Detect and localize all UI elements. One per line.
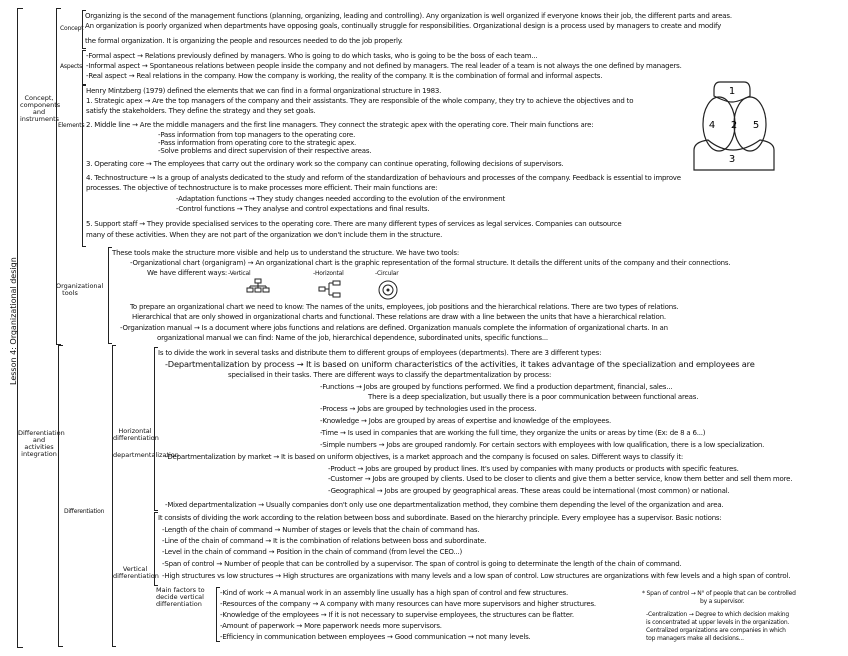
concept-line-3: the formal organization. It is organizing the people and resources needed to do the job properly. bbox=[85, 37, 403, 45]
aspect-informal: -Informal aspect → Spontaneous relations between people inside the company and not defined by managers. The real leader of a team is not always the one defined by managers. bbox=[86, 62, 682, 70]
element-middle-f1: -Pass information from top managers to the operating core. bbox=[158, 131, 356, 139]
tools-prepare: To prepare an organizational chart we need to know: The names of the units, employees, job positions and the hierarchical relations. There are two types of relations. bbox=[130, 303, 679, 311]
horizontal-chart-icon bbox=[318, 280, 342, 298]
aspect-real: -Real aspect → Real relations in the company. How the company is working, the reality of the company. It is the combination of formal and informal aspects. bbox=[86, 72, 603, 80]
lesson-title: Lesson 4: Organizational design bbox=[9, 257, 18, 385]
horiz-intro: Is to divide the work in several tasks and distribute them to different groups of employees (departments). There are 3 different types: bbox=[158, 349, 602, 357]
process-time: -Time → Is used in companies that are working the full time, they organize the units or areas by time (Ex: de 8 a 6...) bbox=[320, 429, 706, 437]
elements-intro: Henry Mintzberg (1979) defined the elements that we can find in a formal organizational structure in 1983. bbox=[86, 87, 442, 95]
tools-intro: These tools make the structure more visible and help us to understand the structure. We have two tools: bbox=[112, 249, 460, 257]
factor-paperwork: -Amount of paperwork → More paperwork needs more supervisors. bbox=[220, 622, 442, 630]
element-middle-line: 2. Middle line → Are the middle managers and the first line managers. They connect the strategic apex with the operating core. Their main functions are: bbox=[86, 121, 594, 129]
dept-mixed: -Mixed departmentalization → Usually companies don't only use one departmentalization method, they combine them depending the level of the organization and area. bbox=[165, 501, 724, 509]
diff-bracket bbox=[112, 345, 116, 647]
note-centralization-3: Centralized organizations are companies in which bbox=[646, 627, 786, 634]
vertical-span: -Span of control → Number of people that can be controlled by a supervisor. The span of control is going to determinate the length of the chain of command. bbox=[162, 560, 682, 568]
label-horizontal: Horizontal differentiation bbox=[113, 427, 159, 442]
circular-chart-icon bbox=[378, 280, 398, 300]
vertical-intro: It consists of dividing the work according to the relation between boss and subordinate. Based on the hierarchy principle. Every employee has a supervisor. Basic notions: bbox=[158, 514, 722, 522]
diagram-label-1: 1 bbox=[728, 86, 736, 97]
dept-by-process: -Departmentalization by process → It is based on uniform characteristics of the activities, it takes advantage of the specialization and employees are bbox=[165, 359, 755, 369]
market-customer: -Customer → Jobs are grouped by clients. Used to be closer to clients and give them a better service, know them better and sell them more. bbox=[328, 475, 793, 483]
vertical-high-low: -High structures vs low structures → High structures are organizations with many levels and a low span of control. Low structures are organizations with few levels and a high span of control. bbox=[162, 572, 791, 580]
process-process: -Process → Jobs are grouped by technologies used in the process. bbox=[320, 405, 537, 413]
label-main-factors: Main factors to decide vertical differentiation bbox=[156, 586, 205, 608]
process-knowledge: -Knowledge → Jobs are grouped by areas of expertise and knowledge of the employees. bbox=[320, 417, 611, 425]
note-centralization-2: is concentrated at upper levels in the organization. bbox=[646, 619, 790, 626]
diagram-label-5: 5 bbox=[752, 120, 760, 131]
label-departmentalization: departmentalization bbox=[113, 451, 179, 459]
label-vertical: Vertical differentiation bbox=[113, 565, 159, 580]
factor-knowledge: -Knowledge of the employees → If it is not necessary to supervise employees, the structures can be flatter. bbox=[220, 611, 574, 619]
chart-type-circular: -Circular bbox=[375, 270, 399, 277]
tools-hierarchical: Hierarchical that are only showed in organizational charts and functional. These relations are draw with a line between the units that have a hierarchical relation. bbox=[132, 313, 666, 321]
vertical-bracket bbox=[154, 512, 158, 586]
section-diff-integration: Differentiation and activities integration bbox=[18, 429, 65, 458]
label-org-tools: Organizational tools bbox=[56, 282, 104, 297]
process-simple-numbers: -Simple numbers → Jobs are grouped randomly. For certain sectors with employees with low qualification, there is a low specialization. bbox=[320, 441, 765, 449]
element-support-staff: 5. Support staff → They provide specialised services to the operating core. There are many different types of services as legal services. Companies can outsource bbox=[86, 220, 622, 228]
element-middle-f3: -Solve problems and direct supervision of their respective areas. bbox=[158, 147, 372, 155]
note-centralization-4: top managers make all decisions... bbox=[646, 635, 744, 642]
element-techno-f1: -Adaptation functions → They study changes needed according to the evolution of the environment bbox=[176, 195, 506, 203]
tools-manual: -Organization manual → Is a document where jobs functions and relations are defined. Organization manuals complete the information of organizational charts. In an bbox=[120, 324, 668, 332]
dept-by-process-2: specialised in their tasks. There are different ways to classify the departmentalization by process: bbox=[228, 371, 552, 379]
vertical-line: -Line of the chain of command → It is the combination of relations between boss and subordinate. bbox=[162, 537, 487, 545]
note-centralization: -Centralization → Degree to which decision making bbox=[646, 611, 790, 618]
diagram-label-2: 2 bbox=[730, 120, 738, 131]
vertical-chart-icon bbox=[246, 278, 270, 294]
element-strategic-apex-2: satisfy the stakeholders. They define the strategy and they set goals. bbox=[86, 107, 316, 115]
factor-kind-of-work: -Kind of work → A manual work in an assembly line usually has a high span of control and few structures. bbox=[220, 589, 569, 597]
concept-line-1: Organizing is the second of the management functions (planning, organizing, leading and controlling). Any organization is well organized if everyone knows their job, the different parts and areas. bbox=[85, 12, 732, 20]
diagram-label-3: 3 bbox=[728, 154, 736, 165]
element-technostructure-2: processes. The objective of technostructure is to make processes more efficient. Their main functions are: bbox=[86, 184, 438, 192]
horizontal-bracket bbox=[154, 347, 158, 511]
chart-type-horizontal: -Horizontal bbox=[313, 270, 344, 277]
market-product: -Product → Jobs are grouped by product lines. It's used by companies with many products or products with specific features. bbox=[328, 465, 739, 473]
factor-communication: -Efficiency in communication between employees → Good communication → not many levels. bbox=[220, 633, 531, 641]
tools-org-chart: -Organizational chart (organigram) → An organizational chart is the graphic representation of the formal structure. It details the different units of the company and their connections. bbox=[130, 259, 731, 267]
label-elements: Elements bbox=[58, 122, 85, 129]
tools-ways: We have different ways: bbox=[147, 269, 228, 277]
element-strategic-apex: 1. Strategic apex → Are the top managers of the company and their assistants. They are responsible of the whole company, they try to achieve the objectives and to bbox=[86, 97, 634, 105]
dept-by-market: -Departmentalization by market → It is based on uniform objectives, is a market approach and the company is focused on sales. Different ways to classify it: bbox=[165, 453, 684, 461]
market-geographical: -Geographical → Jobs are grouped by geographical areas. These areas could be international (most common) or national. bbox=[328, 487, 730, 495]
element-operating-core: 3. Operating core → The employees that carry out the ordinary work so the company can continue operating, following decisions of supervisors. bbox=[86, 160, 564, 168]
section2-bracket bbox=[58, 345, 63, 647]
section-concept-components: Concept, components and instruments bbox=[20, 94, 61, 123]
element-techno-f2: -Control functions → They analyse and control expectations and final results. bbox=[176, 205, 430, 213]
element-middle-f2: -Pass information from operating core to the strategic apex. bbox=[158, 139, 357, 147]
diagram-label-4: 4 bbox=[708, 120, 716, 131]
label-concept: Concept bbox=[60, 25, 84, 32]
vertical-level: -Level in the chain of command → Position in the chain of command (from level the CEO...) bbox=[162, 548, 463, 556]
element-technostructure: 4. Technostructure → Is a group of analysts dedicated to the study and reform of the standardization of behaviours and processes of the company. Feedback is essential to improve bbox=[86, 174, 681, 182]
element-support-staff-2: many of these activities. When they are not part of the organization we don't include them in the structure. bbox=[86, 231, 443, 239]
tools-bracket bbox=[108, 247, 112, 344]
label-aspects: Aspects bbox=[60, 63, 83, 70]
note-span-of-control: * Span of control → N° of people that can be controlled bbox=[642, 590, 796, 597]
vertical-length: -Length of the chain of command → Number of stages or levels that the chain of command has. bbox=[162, 526, 480, 534]
factor-resources: -Resources of the company → A company with many resources can have more supervisors and higher structures. bbox=[220, 600, 596, 608]
tools-manual-2: organizational manual we can find: Name of the job, hierarchical dependence, subordinated units, specific functions... bbox=[157, 334, 548, 342]
process-functions: -Functions → Jobs are grouped by functions performed. We find a production department, financial, sales... bbox=[320, 383, 673, 391]
label-differentiation: Differentiation bbox=[64, 508, 105, 515]
note-span-of-control-2: by a supervisor. bbox=[700, 598, 745, 605]
mintzberg-diagram bbox=[676, 78, 794, 174]
concept-line-2: An organization is poorly organized when departments have opposing goals, continually struggle for responsibilities. Organizational design is a process used by managers to create and modify bbox=[85, 22, 722, 30]
process-functions-2: There is a deep specialization, but usually there is a poor communication between functional areas. bbox=[368, 393, 699, 401]
chart-type-vertical: -Vertical bbox=[228, 270, 251, 277]
aspect-formal: -Formal aspect → Relations previously defined by managers. Who is going to do which tasks, who is going to be the boss of each team... bbox=[86, 52, 538, 60]
